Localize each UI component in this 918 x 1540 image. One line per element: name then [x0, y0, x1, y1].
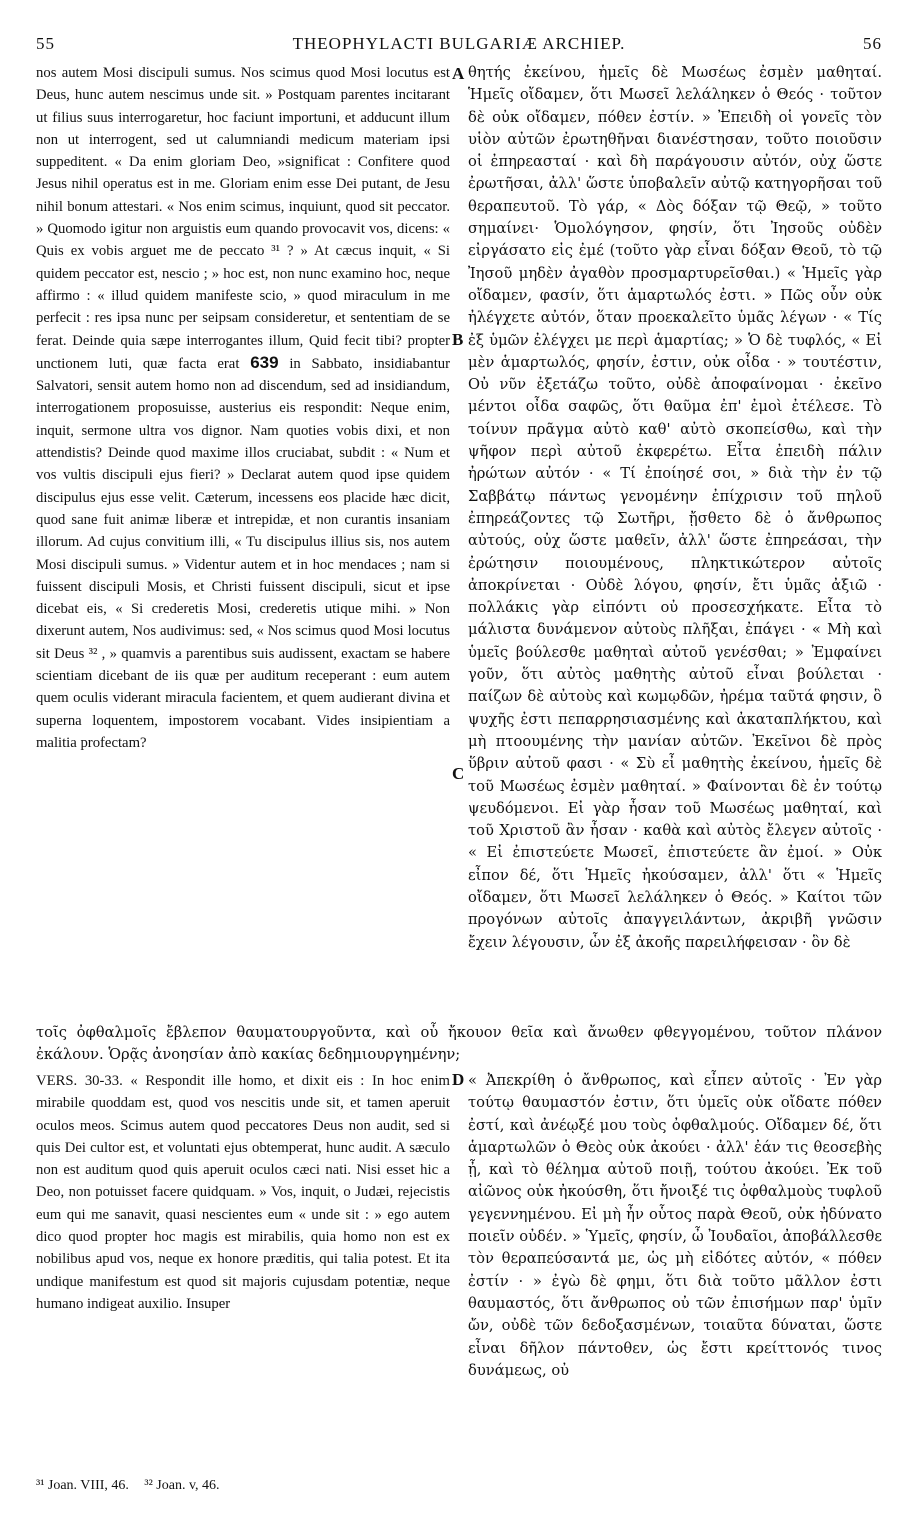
footnote-31: ³¹ Joan. VIII, 46. [36, 1478, 129, 1493]
latin-paragraph [36, 62, 450, 754]
latin-paragraph-verses: VERS. 30-33. « Respondit ille homo, et dixit eis : In hoc enim mirabile quoddam est, quod vos nescitis unde sit, et tamen aperuit oculos meos. Scimus autem quod peccatores Deus non audit, sed si quis Dei cultor est, et voluntati ejus obtemperat, hunc audit. A sæculo non est auditum quod quis aperuit oculos cæci nati. Nisi esset hic a Deo, non potuisset facere quidquam. » Vos, inquit, o Judæi, rejecistis eum qui me sanavit, quasi nescientes eum « unde sit : » ego autem dico quod propter hoc magis est mirabilis, quia homo non est ex nobilibus apud vos, neque ex honore præditis, qui talia potest. Et ita undique manifestum est quod sit majoris cujusdam potentiæ, neque humano indigeat auxilio. Insuper [36, 1073, 450, 1312]
latin-text-part1: nos autem Mosi discipuli sumus. Nos scimus quod Mosi locutus est Deus, hunc autem nescimus unde sit. » Postquam parentes incitarant ut filius suus interrogaretur, hoc faciunt importuni, et adducunt illum non ut interrogent, sed ut calumniandi medicum materiam ipsi suppeditent. « Da enim gloriam Deo, »significat : Confitere quod Jesus nihil operatus est in me. Gloriam enim esse Dei putant, de Jesu nihil bonum attestari. « Nos enim scimus, inquiunt, quod sit peccator. » Quomodo igitur non arguistis eum quando provocavit vos, dicens: « Quis ex vobis arguet me de peccato ³¹ ? » At cæcus inquit, « Si quidem peccator est, nescio ; » hoc est, non nunc examino hoc, neque affirmo : « illud quidem manifeste scio, » quod miraculum in me perfecit : res ipsa nunc per seipsam consideretur, et sententiam de se ferat. Deinde quia sæpe interrogantes illum, Quid fecit tibi? propter unctionem luti, quæ facta erat [36, 65, 450, 372]
footnotes [36, 1478, 882, 1494]
greek-column-top [468, 62, 882, 954]
column-number: 639 [250, 352, 279, 372]
page-number-right: 56 [863, 34, 882, 53]
running-head [36, 34, 882, 58]
margin-letter-b: B [452, 330, 464, 349]
margin-letter-a: A [452, 64, 465, 83]
greek-paragraph-span: τοῖς ὀφθαλμοῖς ἔβλεπον θαυματουργοῦντα, καὶ οὗ ἤκουον θεῖα καὶ ἄνωθεν φθεγγομένου, τοῦτον πλάνον ἐκάλουν. Ὁρᾷς ἀνοησίαν ἀπὸ κακίας δεδημιουργημένην; [36, 1024, 882, 1063]
running-title: THEOPHYLACTI BULGARIÆ ARCHIEP. [292, 34, 626, 53]
greek-paragraph-verses: « Ἀπεκρίθη ὁ ἄνθρωπος, καὶ εἶπεν αὐτοῖς · Ἐν γὰρ τούτῳ θαυμαστόν ἐστιν, ὅτι ὑμεῖς οὐκ οἴδατε πόθεν ἐστί, καὶ ἀνέῳξέ μου τοὺς ὀφθαλμούς. Οἴδαμεν δέ, ὅτι ἁμαρτωλῶν ὁ Θεὸς οὐκ ἀκούει · ἀλλ' ἐάν τις θεοσεβὴς ᾖ, καὶ τὸ θέλημα αὐτοῦ ποιῇ, τούτου ἀκούει. Ἐκ τοῦ αἰῶνος οὐκ ἠκούσθη, ὅτι ἤνοιξέ τις ὀφθαλμοὺς τυφλοῦ γεγεννημένου. Εἰ μὴ ἦν οὗτος παρὰ Θεοῦ, οὐκ ἠδύνατο ποιεῖν οὐδέν. » Ὑμεῖς, φησίν, ὦ Ἰουδαῖοι, ἀποβάλλεσθε τὸν θεραπεύσαντά με, ὡς μὴ εἰδότες αὐτόν, « πόθεν ἐστίν · » ἐγὼ δὲ φημι, ὅτι διὰ τοῦτο μᾶλλον ἐστι θαυμαστός, ὅτι ἄνθρωπος οὐ τῶν ἐπισήμων παρ' ὑμῖν ὤν, οὐδὲ τῶν δεδοξασμένων, τοιαῦτα δύναται, ὥστε εἶναι δῆλον πάντοθεν, ὡς ἔστι κρείττονός τινος δυνάμεως, οὐ [468, 1072, 882, 1379]
latin-column-bottom [36, 1070, 450, 1315]
greek-column-bottom [468, 1070, 882, 1382]
greek-full-width-line [36, 1022, 882, 1066]
latin-column-top [36, 62, 450, 754]
page-number-left: 55 [36, 34, 55, 53]
greek-paragraph: θητής ἐκείνου, ἡμεῖς δὲ Μωσέως ἐσμὲν μαθηταί. Ἡμεῖς οἴδαμεν, ὅτι Μωσεῖ λελάληκεν ὁ Θεός · τοῦτον δὲ οὐκ οἴδαμεν, πόθεν ἐστίν. » Ἐπειδὴ οἱ γονεῖς τὸν υἱὸν αὐτῶν ἐρωτηθῆναι διανέστησαν, τοῦτο ποιοῦσιν οἱ ἐπηρεασταί · καὶ δὴ παράγουσιν αὐτόν, οὐχ ὥστε ἐρωτῆσαι, ἀλλ' ὥστε ὑποβαλεῖν αὐτῷ κατηγορῆσαι τοῦ θεραπευτοῦ. Τὸ γάρ, « Δὸς δόξαν τῷ Θεῷ, » τοῦτο σημαίνει· Ὁμολόγησον, φησίν, ὅτι Ἰησοῦς οὐδὲν εἰργάσατο εἰς ἐμέ (τοῦτο γὰρ εἶναι δόξαν Θεοῦ, τὸ τῷ Ἰησοῦ μηδὲν ἀγαθὸν προσμαρτυρεῖσθαι.) « Ἡμεῖς γὰρ οἴδαμεν, φασίν, ὅτι ἁμαρτωλός ἐστι. » Πῶς οὖν οὐκ ἠλέγχετε αὐτόν, ὅταν προεκαλεῖτο ὑμᾶς λέγων · « Τίς ἐξ ὑμῶν ἐλέγχει με περὶ ἁμαρτίας; » Ὁ δὲ τυφλός, « Εἰ μὲν ἁμαρτωλός, φησίν, ἐστιν, οὐκ οἶδα · » τουτέστιν, Οὐ νῦν ἐξετάζω τοῦτο, οὐδὲ ἀποφαίνομαι · ἐκεῖνο μέντοι οἶδα σαφῶς, ὅτι θαῦμα ἐπ' ἐμοὶ ἐτέλεσε. Τὸ τοίνυν πρᾶγμα αὐτὸ καθ' αὐτὸ σκοπείσθω, καὶ τὴν ψῆφον περὶ αὐτοῦ ἐκφερέτω. Εἶτα ἐπειδὴ πάλιν ἠρώτων αὐτόν · « Τί ἐποίησέ σοι, » διὰ τὴν ἐν τῷ Σαββάτῳ πάντως γενομένην ἐπίχρισιν τοῦ πηλοῦ ἐπηρεάζοντες τῷ Σωτῆρι, ᾔσθετο δὲ ὁ ἄνθρωπος αὐτούς, οὐχ ὥστε μαθεῖν, ἀλλ' ὥστε ἐπηρεάσαι, τὴν ἐρώτησιν ποιουμένους, πληκτικώτερον αὐτοῖς ἀποκρίνεται · Οὐδὲ λόγου, φησίν, ἔτι ὑμᾶς ἀξιῶ · πολλάκις γὰρ εἰπόντι οὐ προσεσχήκατε. Εἶτα τὸ μάλιστα δυνάμενον αὐτοὺς πλῆξαι, ἐπάγει · « Μὴ καὶ ὑμεῖς βούλεσθε μαθηταὶ αὐτοῦ γενέσθαι; » Ἐμφαίνει γοῦν, ὅτι αὐτὸς μαθητὴς αὐτοῦ εἶναι βούλεται · παίζων δὲ αὐτοὺς καὶ κωμῳδῶν, ἠρέμα ταῦτά φησιν, ὃ ψυχῆς ἐστι πεπαρρησιασμένης καὶ ἀκαταπλήκτου, καὶ μὴ πτοουμένης τὴν μανίαν αὐτῶν. Ἐκεῖνοι δὲ πρὸς ὕβριν αὐτοῦ φασι · « Σὺ εἶ μαθητὴς ἐκείνου, ἡμεῖς δὲ τοῦ Μωσέως ἐσμὲν μαθηταί. » Φαίνονται δὲ ἐν τούτῳ ψευδόμενοι. Εἰ γὰρ ἦσαν τοῦ Μωσέως μαθηταί, καὶ τοῦ Χριστοῦ ἂν ἦσαν · καθὰ καὶ αὐτὸς ἔλεγεν αὐτοῖς · « Εἰ ἐπιστεύετε Μωσεῖ, ἐπιστεύετε ἂν ἐμοί. » Οὐκ εἶπον δέ, ὅτι Ἡμεῖς ἠκούσαμεν, ἀλλ' ὅτι « Ἡμεῖς οἴδαμεν, ὅτι Μωσεῖ λελάληκεν ὁ Θεός. » Καίτοι τῶν προγόνων αὐτοῖς ἀπαγγειλάντων, ἀκριβῆ γνῶσιν ἔχειν λέγουσιν, ὧν ἐξ ἀκοῆς παρειλήφεισαν · ὃν δὲ [468, 64, 882, 951]
footnote-32: ³² Joan. v, 46. [144, 1478, 220, 1493]
margin-letter-c: C [452, 764, 465, 783]
latin-text-part2: in Sabbato, insidiabantur Salvatori, sensit autem homo non ad discendum, sed ad insidiandum, interrogationem proposuisse, austerius eis respondit: Neque enim, inquit, sermone ultra vos dignor. Nam quoties vobis dixi, et non attendistis? Deinde quod maxime illos cruciabat, subdit : « Num et vos vultis discipuli ejus fieri? » Declarat autem quod ipse quidem discipulus ejus esse velit. Cæterum, incessens eos placide hæc dicit, quod sane fuit animæ liberæ et intrepidæ, et non curantis insaniam illorum. Ad cujus convitium illi, « Tu discipulus illius sis, nos autem Mosi discipuli sumus. » Videntur autem et in hoc mendaces ; nam si fuissent discipuli Mosis, et Christi fuissent discipuli, sicut et ipse dicebat eis, « Si crederetis Mosi, crederetis utique mihi. » Non dixerunt autem, Nos audivimus: sed, « Nos scimus quod Mosi locutus sit Deus ³² , » quamvis a parentibus suis audissent, exactam se habere scientiam dicebant de iis quæ per auditum receperant : eum autem quem oculis viderant miracula facientem, et quem audierant divina et superna loquentem, impostorem vocabant. Vides insipientiam a malitia profectam? [36, 355, 451, 751]
margin-letter-d: D [452, 1070, 465, 1089]
